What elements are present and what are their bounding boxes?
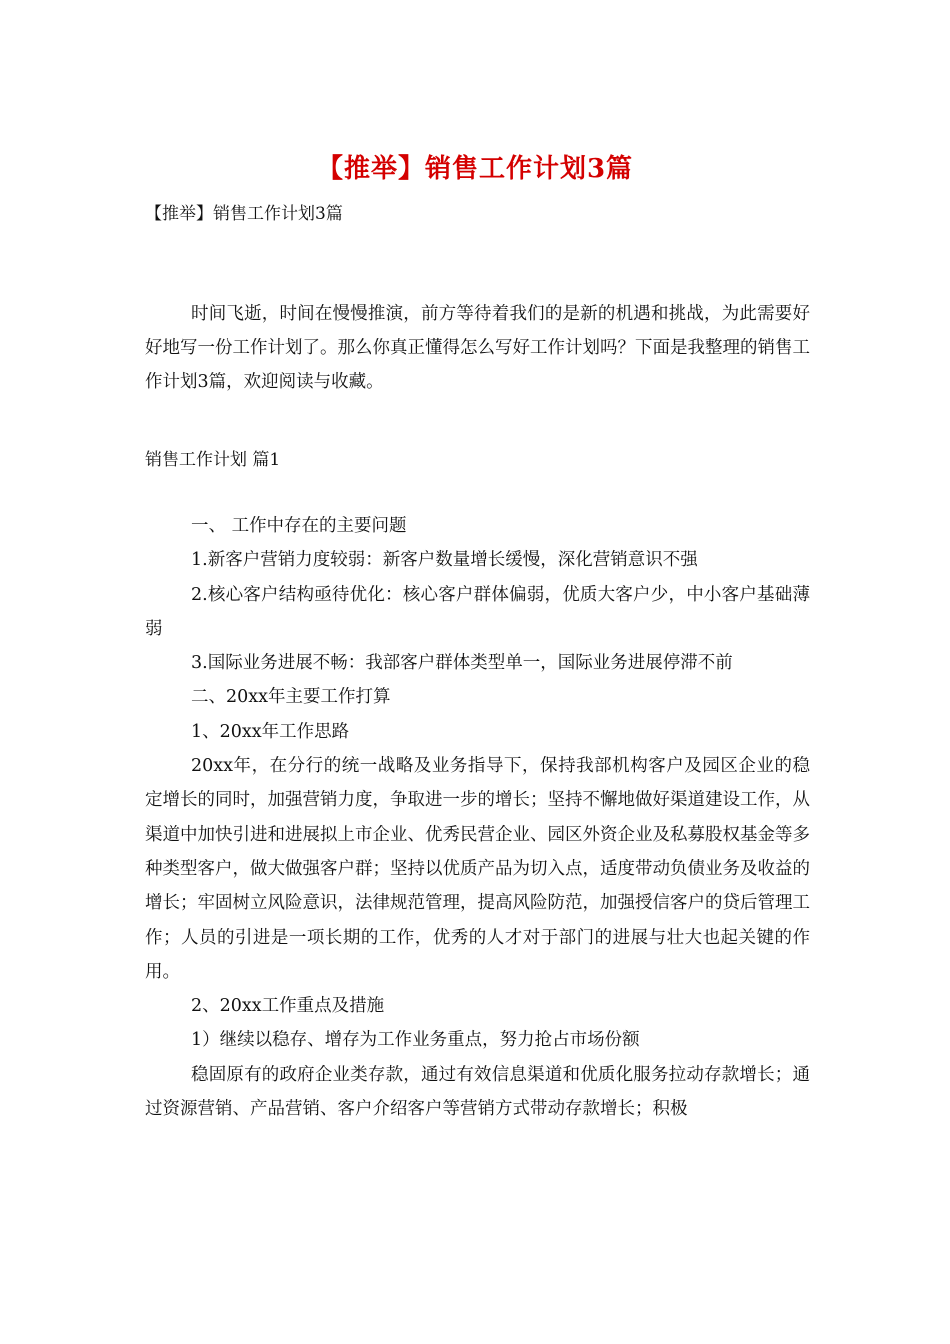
document-title: 【推举】销售工作计划3篇 [316,154,634,184]
paragraph-item-2: 2.核心客户结构亟待优化：核心客户群体偏弱，优质大客户少，中小客户基础薄弱 [145,584,810,639]
paragraph-ideas: 20xx年，在分行的统一战略及业务指导下，保持我部机构客户及园区企业的稳定增长的同时，加强营销力度，争取进一步的增长；坚持不懈地做好渠道建设工作，从渠道中加快引进和进展拟上市企业、优秀民营企业、园区外资企业及私募股权基金等多种类型客户，做大做强客户群；坚持以优质产品为切入点，适度带动负债业务及收益的增长；牢固树立风险意识，法律规范管理，提高风险防范，加强授信客户的贷后管理工作；人员的引进是一项长期的工作，优秀的人才对于部门的进展与壮大也起关键的作用。 [145,756,810,982]
heading-focus: 2、20xx工作重点及措施 [191,996,385,1017]
section-body [145,509,810,1126]
heading-ideas: 1、20xx年工作思路 [191,721,350,742]
document-subtitle: 【推举】销售工作计划3篇 [145,204,343,224]
intro-paragraph: 时间飞逝，时间在慢慢推演，前方等待着我们的是新的机遇和挑战，为此需要好好地写一份工作计划了。那么你真正懂得怎么写好工作计划吗？下面是我整理的销售工作计划3篇，欢迎阅读与收藏。 [145,304,810,392]
section-title: 销售工作计划 篇1 [145,450,281,470]
paragraph-item-1: 1.新客户营销力度较弱：新客户数量增长缓慢，深化营销意识不强 [191,550,698,571]
heading-problems: 一、 工作中存在的主要问题 [191,516,407,536]
heading-plans: 二、20xx年主要工作打算 [191,687,391,708]
paragraph-item-3: 3.国际业务进展不畅：我部客户群体类型单一，国际业务进展停滞不前 [191,653,733,674]
paragraph-deposits: 稳固原有的政府企业类存款，通过有效信息渠道和优质化服务拉动存款增长；通过资源营销、产品营销、客户介绍客户等营销方式带动存款增长；积极 [145,1064,810,1120]
subheading-deposits: 1）继续以稳存、增存为工作业务重点，努力抢占市场份额 [191,1030,640,1051]
